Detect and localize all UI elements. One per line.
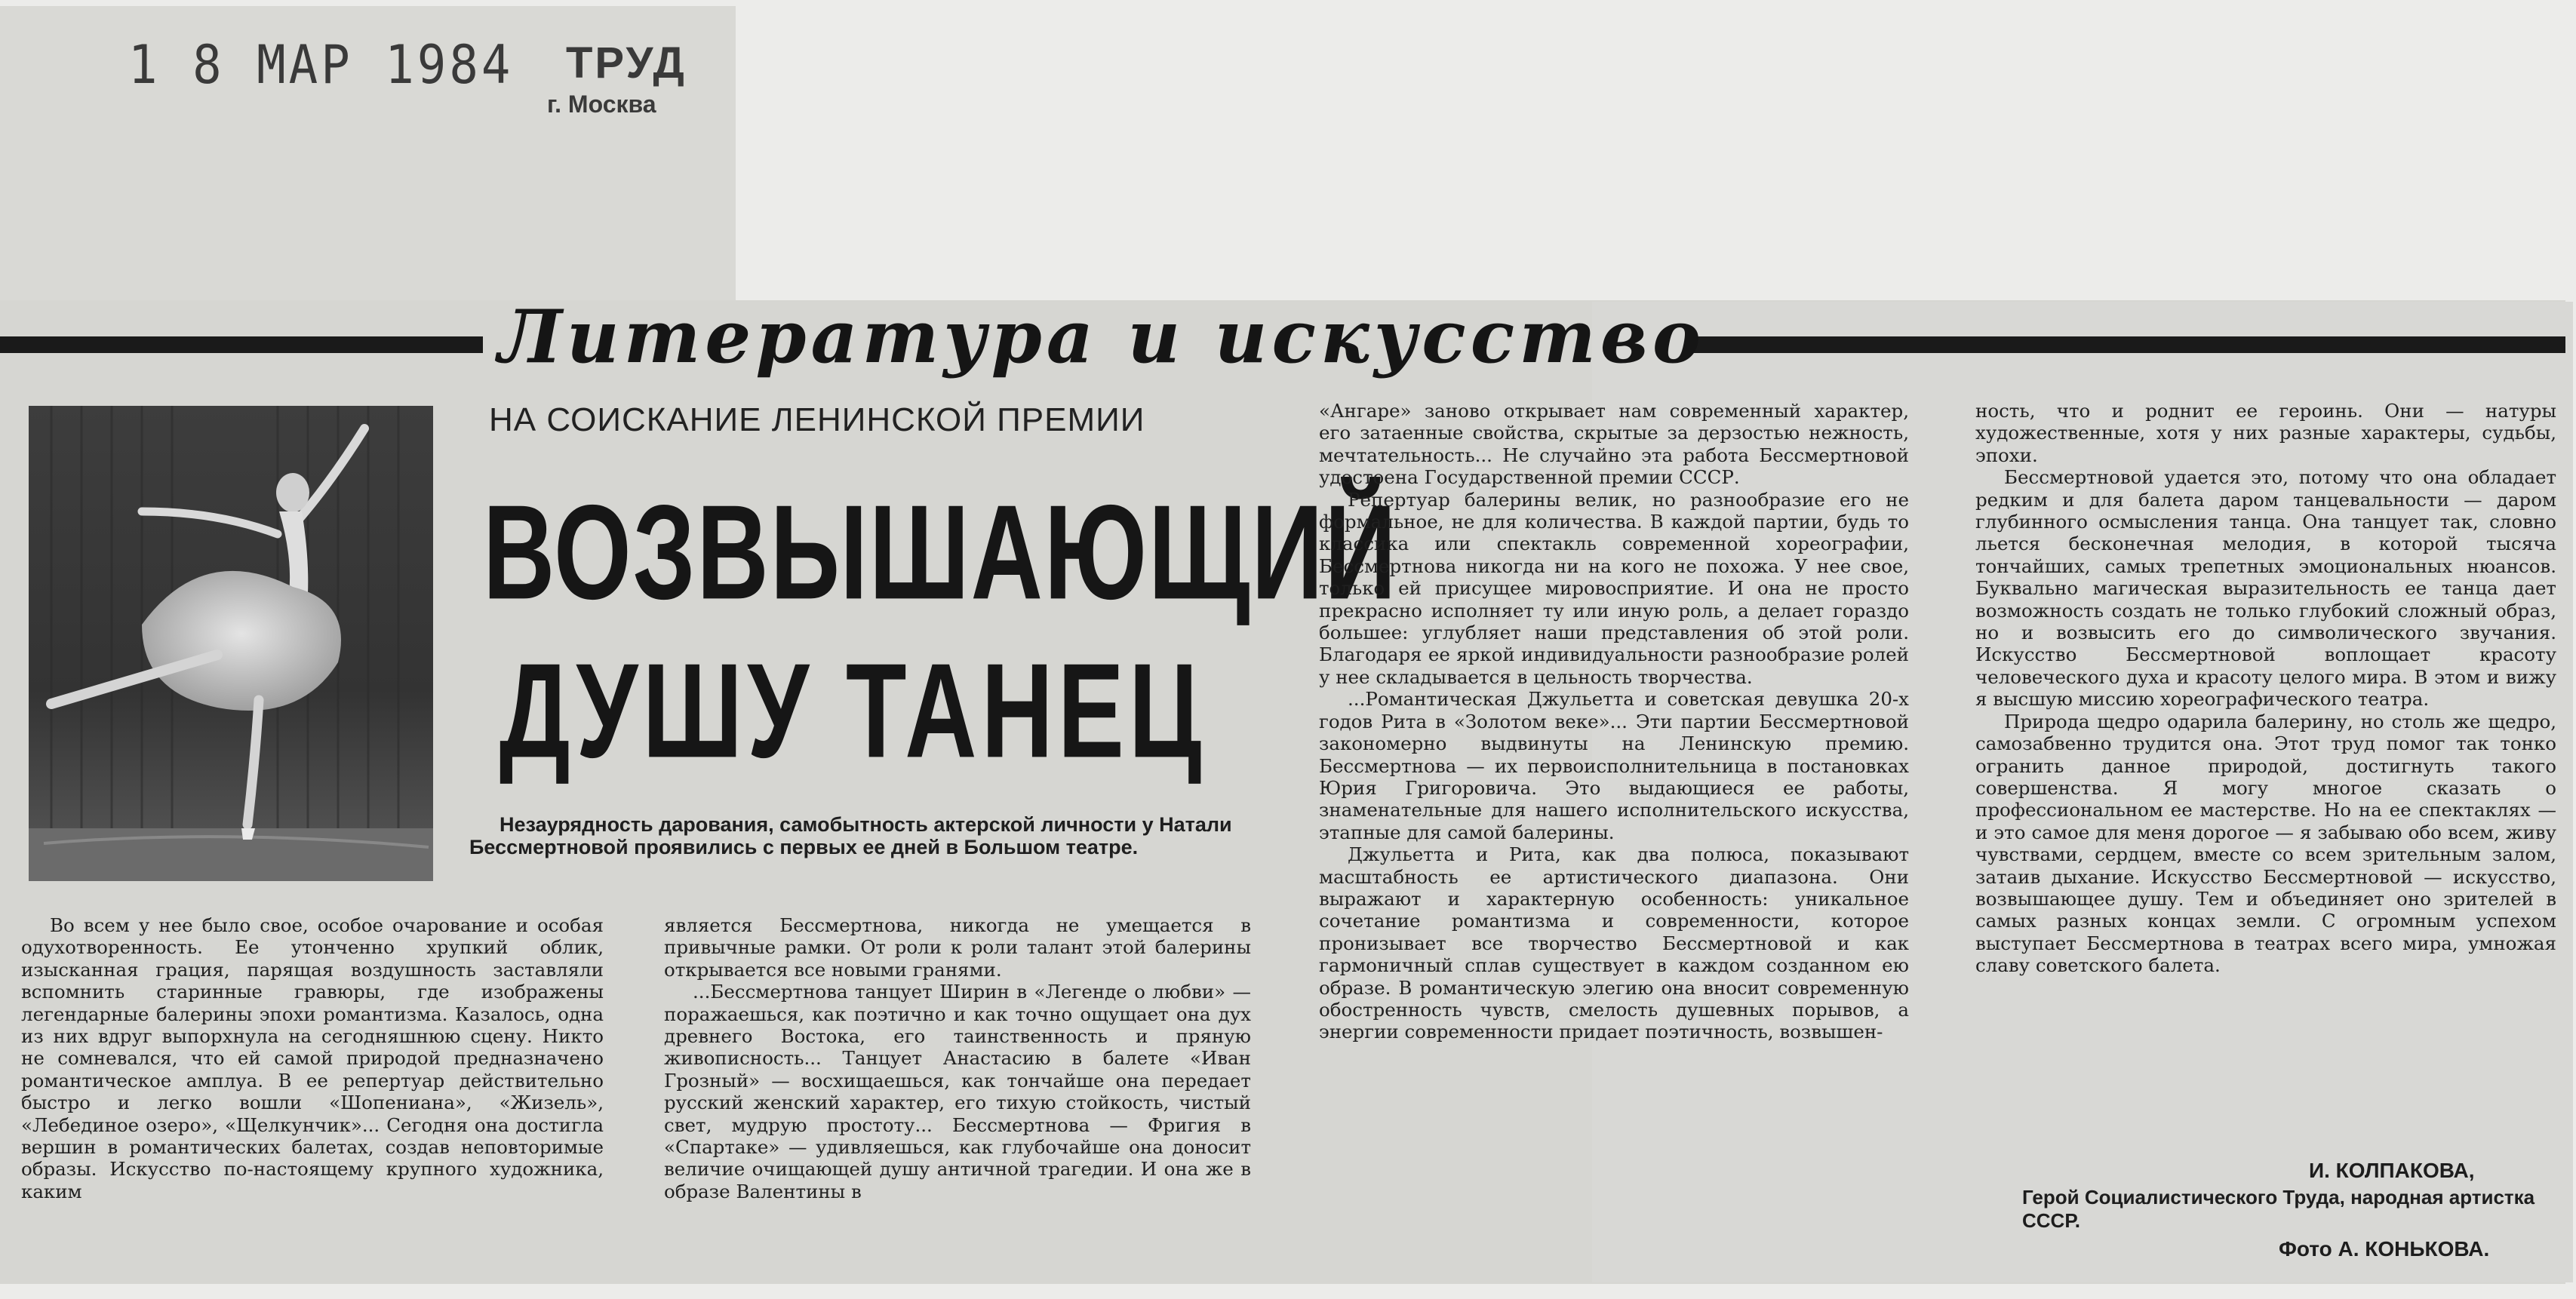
author-title: Герой Социалистического Труда, народная артистка СССР. <box>2022 1186 2535 1232</box>
paragraph: ...Романтическая Джульетта и советская девушка 20-х годов Рита в «Золотом веке»... Эти партии Бессмертновой закономерно выдвинуты на Ленинскую премию. Бессмертнова — их первоисполнительница в постановках Юрия Григоровича. Это выдающиеся ее работы, знаменательные для нашего исполнительского искусства, этапные для самой балерины. <box>1319 688 1909 843</box>
article-lead: Незаурядность дарования, самобытность актерской личности у Натали Бессмертновой проявились с первых ее дней в Большом театре. <box>469 813 1232 858</box>
headline-line-1: ВОЗВЫШАЮЩИЙ <box>483 477 1398 628</box>
headline-line-2: ДУШУ ТАНЕЦ <box>499 635 1207 786</box>
paragraph: Во всем у нее было свое, особое очарование и особая одухотворенность. Ее утонченно хрупкий облик, изысканная грация, парящая воздушность заставляли вспомнить старинные гравюры, где изображены легендарные балерины эпохи романтизма. Казалось, одна из них вдруг выпорхнула на сегодняшнюю сцену. Никто не сомневался, что ей самой природой предназначено романтическое амплуа. В ее репертуар действительно быстро и легко вошли «Шопениана», «Жизель», «Лебединое озеро», «Щелкунчик»... Сегодня она достигла вершин в романтических балетах, создав неповторимые образы. Искусство по-настоящему крупного художника, каким <box>21 914 604 1202</box>
article-column-3 <box>1319 400 1909 1043</box>
paragraph: Репертуар балерины велик, но разнообразие его не формальное, не для количества. В каждой партии, будь то классика или спектакль современной хореографии, Бессмертнова никогда ни на кого не похожа. У нее свое, только ей присущее мировосприятие. И она не просто прекрасно исполняет ту или иную роль, а делает гораздо большее: углубляет наши представления об этой роли. Благодаря ее яркой индивидуальности разнообразие ролей у нее складывается в цельность творчества. <box>1319 488 1909 688</box>
article-column-1 <box>21 914 604 1202</box>
ballerina-photo <box>29 406 433 881</box>
ballerina-photo-image <box>29 406 433 881</box>
date-stamp: 1 8 МАР 1984 <box>128 35 514 97</box>
newspaper-name: ТРУД <box>566 38 687 88</box>
section-rule-left <box>0 336 483 353</box>
paragraph: Природа щедро одарила балерину, но столь же щедро, самозабвенно трудится она. Этот труд помог так тонко огранить данное природой, достигнуть такого совершенства. Я могу многое сказать о профессиональном ее мастерстве. Но на ее спектаклях — и это самое для меня дорогое — я забываю обо всем, живу чувствами, сердцем, вместе со всем зрительным залом, затаив дыхание. Искусство Бессмертновой — искусство, возвышающее душу. Тем и объединяет оно зрителей в самых разных концах земли. С огромным успехом выступает Бессмертнова в театрах всего мира, умножая славу советского балета. <box>1975 710 2556 977</box>
author-signature: И. КОЛПАКОВА, <box>2309 1159 2475 1182</box>
article-column-4 <box>1975 400 2556 977</box>
article-kicker: НА СОИСКАНИЕ ЛЕНИНСКОЙ ПРЕМИИ <box>489 401 1145 438</box>
paragraph: ...Бессмертнова танцует Ширин в «Легенде о любви» — поражаешься, как поэтично и как точно ощущает она дух древнего Востока, его таинственность и пряную живописность... Танцует Анастасию в балете «Иван Грозный» — восхищаешься, как тончайше она передает русский женский характер, его тихую стойкость, чистый свет, мудрую простоту... Бессмертнова — Фригия в «Спартаке» — удивляешься, как глубочайше она доносит величие очищающей душу античной трагедии. И она же в образе Валентины в <box>664 981 1251 1202</box>
section-title: Литература и искусство <box>498 294 1705 379</box>
article-column-2 <box>664 914 1251 1202</box>
paragraph: является Бессмертнова, никогда не умещается в привычные рамки. От роли к роли талант этой балерины открывается все новыми гранями. <box>664 914 1251 981</box>
section-rule-right <box>1690 336 2565 353</box>
paragraph: ность, что и роднит ее героинь. Они — натуры художественные, хотя у них разные характеры, судьбы, эпохи. <box>1975 400 2556 466</box>
paragraph: Джульетта и Рита, как два полюса, показывают масштабность ее артистического диапазона. Они выражают и характерную особенность: уникальное сочетание романтизма и современности, которое пронизывает все творчество Бессмертновой и как гармоничный сплав существует в каждом созданном ею образе. В романтическую элегию она вносит современную обостренность чувств, смелость душевных порывов, а энергии современности придает поэтичность, возвышен- <box>1319 843 1909 1043</box>
photo-credit: Фото А. КОНЬКОВА. <box>2279 1237 2490 1261</box>
paragraph: Бессмертновой удается это, потому что она обладает редким и для балета даром танцевальности — даром глубинного осмысления танца. Она танцует так, словно льется бесконечная мелодия, в которой тысяча тончайших, самых трепетных эмоциональных нюансов. Буквально магическая выразительность ее танца дает возможность создать не только глубокий сложный образ, но и возвысить его до символического звучания. Искусство Бессмертновой воплощает красоту человеческого духа и красоту целого мира. В этом и вижу я высшую миссию хореографического театра. <box>1975 466 2556 711</box>
paragraph: «Ангаре» заново открывает нам современный характер, его затаенные свойства, скрытые за дерзостью нежность, мечтательность... Не случайно эта работа Бессмертновой удостоена Государственной премии СССР. <box>1319 400 1909 489</box>
newspaper-city: г. Москва <box>547 91 656 118</box>
